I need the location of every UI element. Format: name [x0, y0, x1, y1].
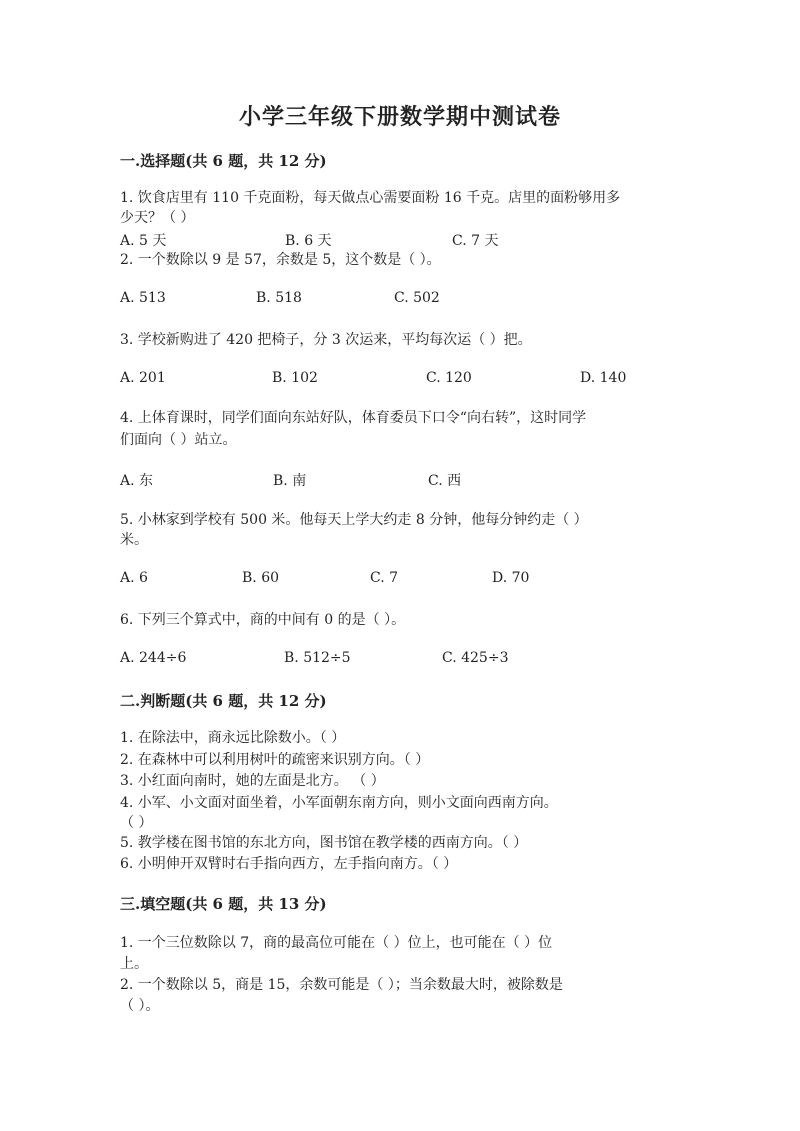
- question-1-option-a: A. 5 天: [120, 233, 167, 249]
- question-2-option-a: A. 513: [120, 290, 166, 306]
- question-5-option-a: A. 6: [120, 570, 148, 586]
- question-2-option-c: C. 502: [394, 290, 440, 306]
- judge-item-4-cont: （ ）: [120, 815, 153, 831]
- fill-item-2-cont: （ ）。: [120, 998, 160, 1014]
- question-1-option-b: B. 6 天: [285, 233, 332, 249]
- fill-item-2: 2. 一个数除以 5，商是 15，余数可能是（ ）；当余数最大时，被除数是: [120, 977, 563, 993]
- section-heading-true-false: 二.判断题(共 6 题，共 12 分): [120, 692, 327, 710]
- question-4-text-cont: 们面向（ ）站立。: [120, 432, 237, 448]
- question-6-option-a: A. 244÷6: [120, 650, 187, 666]
- question-4-option-a: A. 东: [120, 473, 154, 489]
- section-heading-fill-in: 三.填空题(共 6 题，共 13 分): [120, 895, 327, 913]
- question-3-option-d: D. 140: [580, 370, 627, 386]
- question-5-text: 5. 小林家到学校有 500 米。他每天上学大约走 8 分钟，他每分钟约走（ ）: [120, 512, 588, 528]
- question-5-option-b: B. 60: [242, 570, 280, 586]
- question-3-option-c: C. 120: [426, 370, 472, 386]
- question-2-text: 2. 一个数除以 9 是 57，余数是 5，这个数是（ ）。: [120, 252, 441, 268]
- question-3-text: 3. 学校新购进了 420 把椅子，分 3 次运来，平均每次运（ ）把。: [120, 332, 532, 348]
- question-6-option-c: C. 425÷3: [442, 650, 509, 666]
- question-3-option-a: A. 201: [120, 370, 166, 386]
- section-heading-multiple-choice: 一.选择题(共 6 题，共 12 分): [120, 152, 327, 170]
- question-1-option-c: C. 7 天: [452, 233, 499, 249]
- judge-item-2: 2. 在森林中可以利用树叶的疏密来识别方向。（ ）: [120, 752, 430, 768]
- fill-item-1-cont: 上。: [120, 956, 148, 972]
- question-1-text-cont: 少天？（ ）: [120, 210, 195, 226]
- question-4-text: 4. 上体育课时，同学们面向东站好队，体育委员下口令“向右转”，这时同学: [120, 410, 587, 426]
- judge-item-3: 3. 小红面向南时，她的左面是北方。 （ ）: [120, 773, 385, 789]
- question-5-option-d: D. 70: [492, 570, 530, 586]
- question-1-text: 1. 饮食店里有 110 千克面粉，每天做点心需要面粉 16 千克。店里的面粉够用多: [120, 190, 621, 206]
- question-6-option-b: B. 512÷5: [284, 650, 351, 666]
- question-2-option-b: B. 518: [256, 290, 302, 306]
- question-4-option-b: B. 南: [273, 473, 307, 489]
- judge-item-1: 1. 在除法中，商永远比除数小。（ ）: [120, 730, 346, 746]
- question-4-option-c: C. 西: [428, 473, 462, 489]
- question-3-option-b: B. 102: [272, 370, 318, 386]
- judge-item-4: 4. 小军、小文面对面坐着，小军面朝东南方向，则小文面向西南方向。: [120, 795, 558, 811]
- judge-item-5: 5. 教学楼在图书馆的东北方向，图书馆在教学楼的西南方向。（ ）: [120, 835, 528, 851]
- question-5-option-c: C. 7: [370, 570, 399, 586]
- judge-item-6: 6. 小明伸开双臂时右手指向西方，左手指向南方。（ ）: [120, 856, 458, 872]
- question-6-text: 6. 下列三个算式中，商的中间有 0 的是（ ）。: [120, 612, 406, 628]
- question-5-text-cont: 米。: [120, 532, 148, 548]
- fill-item-1: 1. 一个三位数除以 7，商的最高位可能在（ ）位上，也可能在（ ）位: [120, 935, 553, 951]
- page-title: 小学三年级下册数学期中测试卷: [238, 104, 561, 130]
